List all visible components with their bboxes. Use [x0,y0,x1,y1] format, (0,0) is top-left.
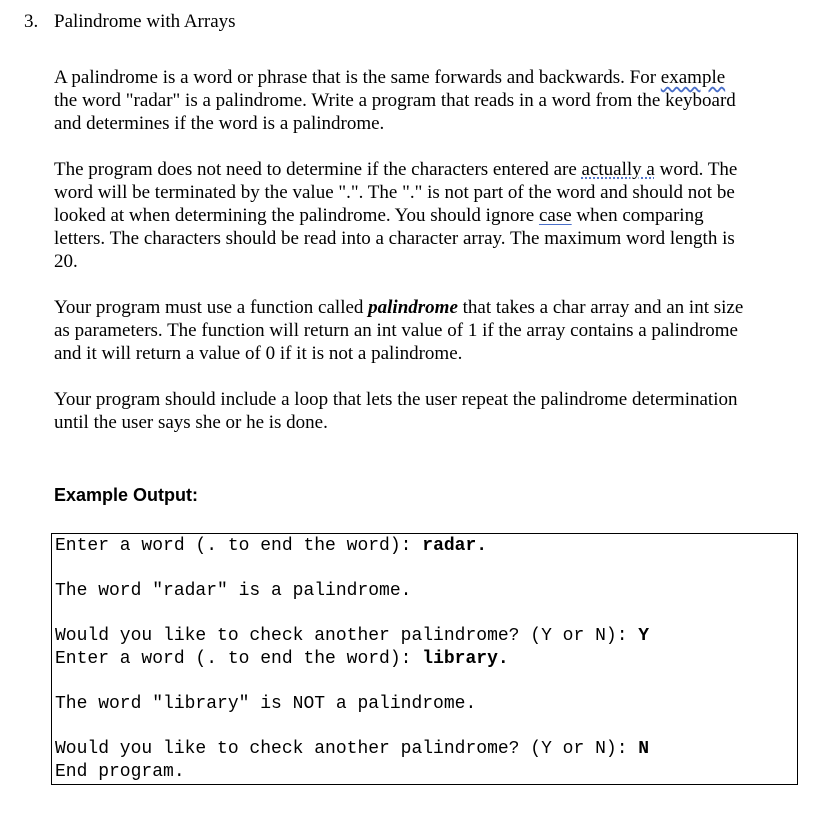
text-line: and it will return a value of 0 if it is not a palindrome. [54,343,463,364]
text-run: The program does not need to determine if the characters entered are [54,159,582,180]
console-line: The word "library" is NOT a palindrome. [55,694,477,714]
text-line: 20. [54,251,78,272]
section-number: 3. [24,11,39,32]
console-line: Would you like to check another palindrome? (Y or N): N [55,739,650,759]
text-run: when comparing [571,205,704,226]
text-line: until the user says she or he is done. [54,412,328,433]
text-line: word will be terminated by the value ".". The "." is not part of the word and should not be [54,182,735,203]
console-line: The word "radar" is a palindrome. [55,581,412,601]
paragraph-definition [54,66,794,135]
paragraph-requirements [54,158,794,273]
section-title: Palindrome with Arrays [54,11,236,32]
text-run: word. The [654,159,738,180]
blank-line [55,558,797,580]
console-line: End program. [55,762,185,782]
user-input: radar. [422,536,488,556]
console-line: Enter a word (. to end the word): library. [55,649,509,669]
function-name: palindrome [368,297,458,318]
text-line: Your program should include a loop that lets the user repeat the palindrome determination [54,389,738,410]
text-run: A palindrome is a word or phrase that is the same forwards and backwards. For [54,67,661,88]
paragraph-function [54,296,794,365]
example-output-box [51,533,798,785]
user-input: library. [422,649,509,669]
text-line: and determines if the word is a palindrome. [54,113,385,134]
blank-line [55,603,797,625]
text-run: looked at when determining the palindrome. You should ignore [54,205,539,226]
text-run: that takes a char array and an int size [457,297,744,318]
console-line: Would you like to check another palindrome? (Y or N): Y [55,626,650,646]
paragraph-loop [54,388,794,434]
text-run: Your program must use a function called [54,297,369,318]
text-line: letters. The characters should be read into a character array. The maximum word length is [54,228,735,249]
user-input: N [638,739,650,759]
text-line: as parameters. The function will return an int value of 1 if the array contains a palindrome [54,320,738,341]
spellcheck-word: example [660,67,726,88]
grammar-flag: actually a [581,159,655,180]
blank-line [55,716,797,738]
grammar-flag: case [538,205,572,226]
blank-line [55,671,797,693]
console-line: Enter a word (. to end the word): radar. [55,536,488,556]
user-input: Y [638,626,650,646]
example-output-title: Example Output: [54,485,199,505]
text-line: the word "radar" is a palindrome. Write a program that reads in a word from the keyboard [54,90,736,111]
section-heading [24,10,236,34]
